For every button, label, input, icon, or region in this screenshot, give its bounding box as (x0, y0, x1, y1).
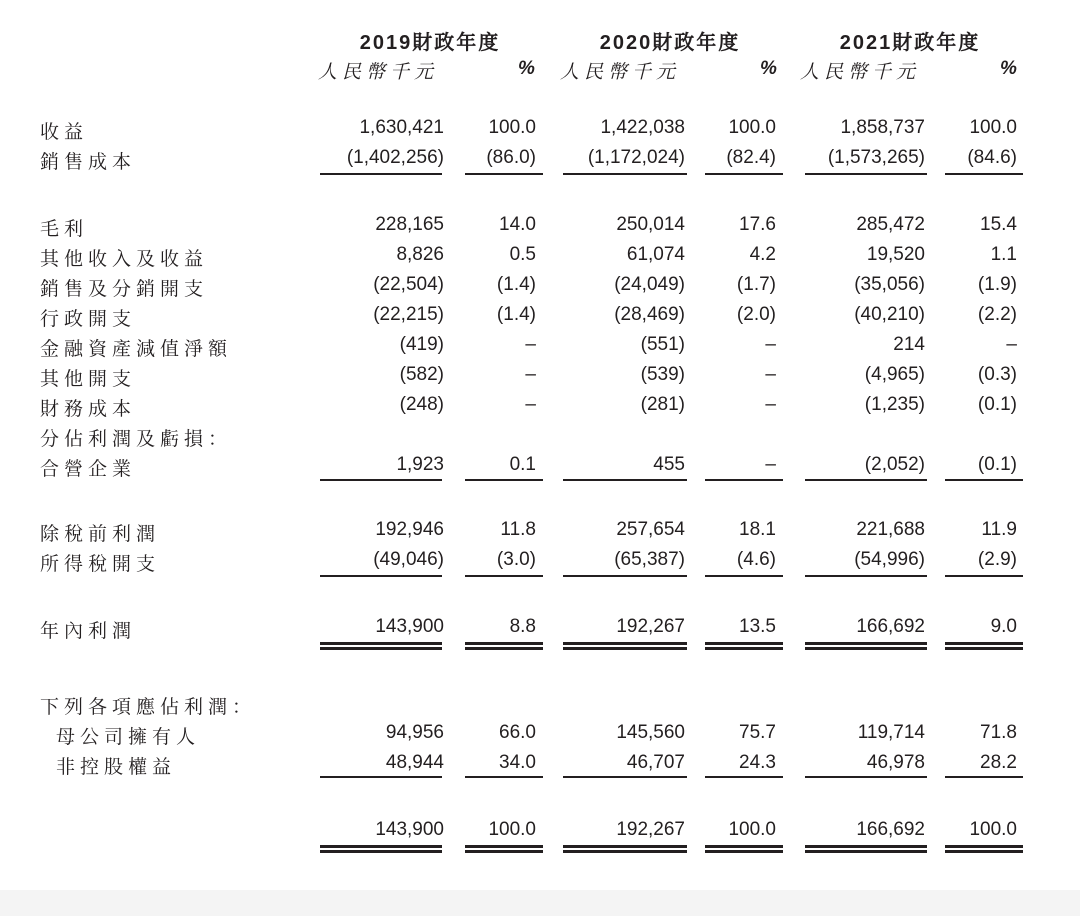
cell-r5-c5: (2.2) (977, 304, 1017, 325)
row-label-revenue: 收益 (40, 122, 89, 143)
row-label-share-of-profits: 分佔利潤及虧損： (40, 429, 233, 450)
cell-r4-c1: (1.4) (496, 274, 536, 295)
cell-r7-c3: – (765, 364, 776, 385)
row-label-selling-expenses: 銷售及分銷開支 (40, 279, 209, 300)
cell-r2-c3: 17.6 (739, 214, 776, 235)
cell-r15-c1: 66.0 (499, 722, 536, 743)
cell-r4-c2: (24,049) (614, 274, 685, 295)
cell-r16-c4: 46,978 (866, 752, 925, 773)
underline-0-0 (320, 173, 442, 175)
cell-r6-c5: – (1006, 334, 1017, 355)
cell-r7-c0: (582) (399, 364, 444, 385)
cell-r4-c5: (1.9) (977, 274, 1017, 295)
cell-r4-c0: (22,504) (373, 274, 444, 295)
cell-r15-c2: 145,560 (616, 722, 685, 743)
underline-0-3 (705, 173, 783, 175)
cell-r11-c2: 257,654 (616, 519, 685, 540)
cell-r3-c1: 0.5 (509, 244, 536, 265)
cell-r16-c5: 28.2 (980, 752, 1017, 773)
double-underline-1-1 (465, 845, 543, 853)
cell-r10-c2: 455 (653, 454, 685, 475)
cell-r5-c3: (2.0) (736, 304, 776, 325)
year-header-2020: 2020財政年度 (599, 32, 741, 54)
cell-r10-c0: 1,923 (396, 454, 444, 475)
cell-r6-c3: – (765, 334, 776, 355)
underline-2-5 (945, 575, 1023, 577)
underline-2-0 (320, 575, 442, 577)
cell-r13-c2: 192,267 (616, 616, 685, 637)
double-underline-1-2 (563, 845, 687, 853)
percent-header-2019: % (518, 58, 535, 79)
cell-r17-c4: 166,692 (856, 819, 925, 840)
cell-r0-c1: 100.0 (488, 117, 536, 138)
underline-3-5 (945, 776, 1023, 778)
underline-0-5 (945, 173, 1023, 175)
cell-r3-c4: 19,520 (866, 244, 925, 265)
underline-3-2 (563, 776, 687, 778)
cell-r3-c0: 8,826 (396, 244, 444, 265)
underline-3-0 (320, 776, 442, 778)
double-underline-1-4 (805, 845, 927, 853)
cell-r6-c4: 214 (893, 334, 925, 355)
row-label-profit-before-tax: 除稅前利潤 (40, 524, 161, 545)
cell-r17-c5: 100.0 (969, 819, 1017, 840)
percent-header-2020: % (760, 58, 777, 79)
cell-r4-c4: (35,056) (854, 274, 925, 295)
cell-r13-c1: 8.8 (509, 616, 536, 637)
cell-r2-c2: 250,014 (616, 214, 685, 235)
underline-1-4 (805, 479, 927, 481)
cell-r2-c5: 15.4 (980, 214, 1017, 235)
cell-r1-c3: (82.4) (726, 147, 776, 168)
underline-3-4 (805, 776, 927, 778)
cell-r12-c0: (49,046) (373, 549, 444, 570)
underline-3-1 (465, 776, 543, 778)
page-bottom-band (0, 890, 1080, 916)
year-header-2019: 2019財政年度 (359, 32, 501, 54)
cell-r17-c3: 100.0 (728, 819, 776, 840)
cell-r0-c4: 1,858,737 (840, 117, 925, 138)
row-label-attributable-to: 下列各項應佔利潤： (40, 697, 257, 718)
cell-r7-c4: (4,965) (864, 364, 925, 385)
cell-r12-c2: (65,387) (614, 549, 685, 570)
cell-r12-c1: (3.0) (496, 549, 536, 570)
cell-r6-c2: (551) (640, 334, 685, 355)
cell-r13-c3: 13.5 (739, 616, 776, 637)
cell-r12-c3: (4.6) (736, 549, 776, 570)
double-underline-0-5 (945, 642, 1023, 650)
double-underline-0-3 (705, 642, 783, 650)
cell-r0-c0: 1,630,421 (359, 117, 444, 138)
cell-r8-c5: (0.1) (977, 394, 1017, 415)
underline-0-4 (805, 173, 927, 175)
cell-r11-c4: 221,688 (856, 519, 925, 540)
cell-r16-c3: 24.3 (739, 752, 776, 773)
cell-r16-c0: 48,944 (385, 752, 444, 773)
cell-r16-c1: 34.0 (499, 752, 536, 773)
underline-2-2 (563, 575, 687, 577)
double-underline-0-1 (465, 642, 543, 650)
currency-header-2020: 人民幣千元 (560, 61, 681, 83)
cell-r2-c0: 228,165 (375, 214, 444, 235)
cell-r10-c1: 0.1 (509, 454, 536, 475)
cell-r8-c0: (248) (399, 394, 444, 415)
cell-r3-c3: 4.2 (749, 244, 776, 265)
cell-r8-c3: – (765, 394, 776, 415)
row-label-other-expenses: 其他開支 (40, 369, 137, 390)
cell-r15-c5: 71.8 (980, 722, 1017, 743)
cell-r0-c5: 100.0 (969, 117, 1017, 138)
cell-r7-c5: (0.3) (977, 364, 1017, 385)
cell-r11-c3: 18.1 (739, 519, 776, 540)
cell-r13-c4: 166,692 (856, 616, 925, 637)
double-underline-1-0 (320, 845, 442, 853)
double-underline-1-5 (945, 845, 1023, 853)
double-underline-1-3 (705, 845, 783, 853)
cell-r3-c2: 61,074 (626, 244, 685, 265)
currency-header-2019: 人民幣千元 (318, 61, 439, 83)
cell-r0-c2: 1,422,038 (600, 117, 685, 138)
double-underline-0-2 (563, 642, 687, 650)
underline-1-1 (465, 479, 543, 481)
row-label-non-controlling: 非控股權益 (56, 757, 177, 778)
cell-r10-c4: (2,052) (864, 454, 925, 475)
row-label-owners-of-parent: 母公司擁有人 (56, 727, 201, 748)
cell-r10-c3: – (765, 454, 776, 475)
cell-r15-c0: 94,956 (385, 722, 444, 743)
cell-r17-c1: 100.0 (488, 819, 536, 840)
underline-1-2 (563, 479, 687, 481)
cell-r3-c5: 1.1 (990, 244, 1017, 265)
underline-0-2 (563, 173, 687, 175)
underline-1-5 (945, 479, 1023, 481)
cell-r8-c1: – (525, 394, 536, 415)
cell-r8-c2: (281) (640, 394, 685, 415)
row-label-income-tax: 所得稅開支 (40, 554, 161, 575)
cell-r8-c4: (1,235) (864, 394, 925, 415)
cell-r1-c1: (86.0) (486, 147, 536, 168)
currency-header-2021: 人民幣千元 (800, 61, 921, 83)
row-label-finance-costs: 財務成本 (40, 399, 137, 420)
cell-r1-c5: (84.6) (967, 147, 1017, 168)
cell-r16-c2: 46,707 (626, 752, 685, 773)
cell-r12-c5: (2.9) (977, 549, 1017, 570)
underline-3-3 (705, 776, 783, 778)
cell-r11-c1: 11.8 (500, 519, 536, 540)
cell-r12-c4: (54,996) (854, 549, 925, 570)
cell-r7-c2: (539) (640, 364, 685, 385)
row-label-impairment: 金融資產減值淨額 (40, 339, 233, 360)
cell-r17-c0: 143,900 (375, 819, 444, 840)
cell-r0-c3: 100.0 (728, 117, 776, 138)
cell-r17-c2: 192,267 (616, 819, 685, 840)
cell-r1-c4: (1,573,265) (827, 147, 925, 168)
underline-1-3 (705, 479, 783, 481)
cell-r10-c5: (0.1) (977, 454, 1017, 475)
cell-r2-c1: 14.0 (499, 214, 536, 235)
underline-2-3 (705, 575, 783, 577)
cell-r4-c3: (1.7) (736, 274, 776, 295)
cell-r5-c4: (40,210) (854, 304, 925, 325)
cell-r7-c1: – (525, 364, 536, 385)
row-label-cost-of-sales: 銷售成本 (40, 152, 137, 173)
cell-r11-c5: 11.9 (981, 519, 1017, 540)
cell-r1-c2: (1,172,024) (587, 147, 685, 168)
year-header-2021: 2021財政年度 (839, 32, 981, 54)
cell-r5-c0: (22,215) (373, 304, 444, 325)
underline-0-1 (465, 173, 543, 175)
cell-r11-c0: 192,946 (375, 519, 444, 540)
underline-1-0 (320, 479, 442, 481)
cell-r15-c3: 75.7 (739, 722, 776, 743)
double-underline-0-4 (805, 642, 927, 650)
underline-2-1 (465, 575, 543, 577)
row-label-joint-ventures: 合營企業 (40, 459, 137, 480)
cell-r5-c1: (1.4) (496, 304, 536, 325)
cell-r6-c0: (419) (399, 334, 444, 355)
cell-r2-c4: 285,472 (856, 214, 925, 235)
cell-r6-c1: – (525, 334, 536, 355)
cell-r13-c5: 9.0 (990, 616, 1017, 637)
underline-2-4 (805, 575, 927, 577)
double-underline-0-0 (320, 642, 442, 650)
row-label-profit-for-year: 年內利潤 (40, 621, 137, 642)
row-label-gross-profit: 毛利 (40, 219, 89, 240)
row-label-other-income: 其他收入及收益 (40, 249, 209, 270)
row-label-admin-expenses: 行政開支 (40, 309, 137, 330)
cell-r5-c2: (28,469) (614, 304, 685, 325)
cell-r15-c4: 119,714 (857, 722, 925, 743)
cell-r13-c0: 143,900 (375, 616, 444, 637)
cell-r1-c0: (1,402,256) (346, 147, 444, 168)
percent-header-2021: % (1000, 58, 1017, 79)
